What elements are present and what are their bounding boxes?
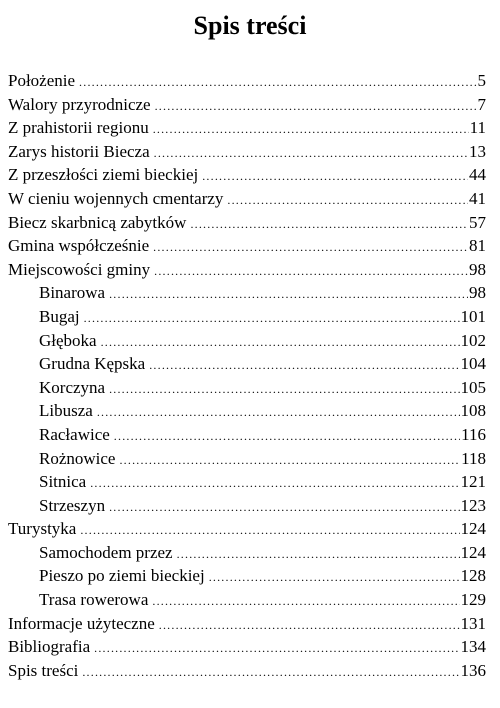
toc-entry-label: Grudna Kępska bbox=[39, 354, 146, 374]
toc-leader-dots bbox=[97, 401, 460, 423]
toc-leader-dots bbox=[152, 590, 459, 612]
toc-page-number: 81 bbox=[469, 236, 486, 256]
toc-leader-dots bbox=[155, 95, 477, 117]
toc-leader-dots bbox=[114, 425, 460, 447]
toc-page-number: 124 bbox=[460, 542, 486, 562]
toc-subentry bbox=[8, 470, 486, 494]
toc-leader-dots bbox=[159, 614, 460, 636]
toc-entry-label: Informacje użyteczne bbox=[8, 613, 155, 633]
toc-entry-label: Samochodem przez bbox=[39, 542, 173, 562]
toc-page-number: 7 bbox=[477, 94, 486, 114]
toc-leader-dots bbox=[177, 543, 460, 565]
toc-subentry bbox=[8, 305, 486, 329]
toc-leader-dots bbox=[101, 331, 460, 353]
toc-page-number: 131 bbox=[460, 613, 486, 633]
toc-leader-dots bbox=[109, 378, 459, 400]
toc-leader-dots bbox=[153, 236, 468, 258]
toc-leader-dots bbox=[202, 165, 468, 187]
toc-page-number: 98 bbox=[469, 259, 486, 279]
toc-entry bbox=[8, 234, 486, 258]
toc-page-number: 108 bbox=[460, 401, 486, 421]
toc-entry-label: Racławice bbox=[39, 424, 110, 444]
toc-subentry bbox=[8, 423, 486, 447]
toc-subentry bbox=[8, 376, 486, 400]
toc-page-number: 104 bbox=[460, 354, 486, 374]
toc-entry bbox=[8, 116, 486, 140]
toc-leader-dots bbox=[153, 118, 469, 140]
toc-entry bbox=[8, 659, 486, 683]
toc-subentry bbox=[8, 541, 486, 565]
toc-subentry bbox=[8, 329, 486, 353]
toc-leader-dots bbox=[149, 354, 459, 376]
toc-page-number: 128 bbox=[460, 566, 486, 586]
toc-entry bbox=[8, 140, 486, 164]
toc-page-number: 105 bbox=[460, 377, 486, 397]
toc-page-number: 57 bbox=[469, 212, 486, 232]
toc-leader-dots bbox=[109, 283, 468, 305]
toc-subentry bbox=[8, 588, 486, 612]
toc-leader-dots bbox=[154, 142, 468, 164]
toc-page-number: 116 bbox=[461, 424, 486, 444]
toc-leader-dots bbox=[84, 307, 460, 329]
toc-leader-dots bbox=[94, 637, 459, 659]
toc-entry-label: Korczyna bbox=[39, 377, 106, 397]
toc-entry bbox=[8, 612, 486, 636]
toc-subentry bbox=[8, 352, 486, 376]
toc-entry bbox=[8, 517, 486, 541]
toc-entry-label: Strzeszyn bbox=[39, 495, 106, 515]
toc-page-number: 134 bbox=[460, 637, 486, 657]
toc-entry-label: Sitnica bbox=[39, 472, 87, 492]
toc-leader-dots bbox=[79, 71, 476, 93]
toc-page-number: 118 bbox=[461, 448, 486, 468]
toc-entry-label: Trasa rowerowa bbox=[39, 590, 149, 610]
toc-entry-label: Biecz skarbnicą zabytków bbox=[8, 212, 187, 232]
toc-page-number: 123 bbox=[460, 495, 486, 515]
toc-page-number: 124 bbox=[460, 519, 486, 539]
toc-page-number: 44 bbox=[469, 165, 486, 185]
toc-leader-dots bbox=[80, 519, 459, 541]
toc-subentry bbox=[8, 447, 486, 471]
toc-entry bbox=[8, 635, 486, 659]
toc-leader-dots bbox=[119, 449, 460, 471]
toc-entry bbox=[8, 187, 486, 211]
toc-entry-label: Rożnowice bbox=[39, 448, 116, 468]
toc-entry-label: Miejscowości gminy bbox=[8, 259, 151, 279]
toc-page-number: 98 bbox=[469, 283, 486, 303]
toc-entry-label: Spis treści bbox=[8, 660, 79, 680]
toc-leader-dots bbox=[227, 189, 468, 211]
toc-page-number: 102 bbox=[460, 330, 486, 350]
toc-page-number: 101 bbox=[460, 306, 486, 326]
toc-subentry bbox=[8, 399, 486, 423]
toc-subentry bbox=[8, 281, 486, 305]
toc-leader-dots bbox=[82, 661, 459, 683]
toc-entry-label: Bibliografia bbox=[8, 637, 91, 657]
toc-entry-label: Walory przyrodnicze bbox=[8, 94, 151, 114]
toc-entry bbox=[8, 69, 486, 93]
toc-leader-dots bbox=[90, 472, 459, 494]
toc-entry bbox=[8, 211, 486, 235]
toc-entry bbox=[8, 163, 486, 187]
toc-page-number: 13 bbox=[469, 141, 486, 161]
toc-entry-label: Binarowa bbox=[39, 283, 106, 303]
toc-entry bbox=[8, 93, 486, 117]
page-title: Spis treści bbox=[193, 11, 307, 40]
toc-subentry bbox=[8, 494, 486, 518]
toc-entry-label: Z prahistorii regionu bbox=[8, 118, 149, 138]
toc-entry-label: Libusza bbox=[39, 401, 93, 421]
toc-entry-label: Pieszo po ziemi bieckiej bbox=[39, 566, 205, 586]
toc-leader-dots bbox=[154, 260, 468, 282]
toc-subentry bbox=[8, 564, 486, 588]
toc-page-number: 11 bbox=[469, 118, 486, 138]
toc-page-number: 5 bbox=[477, 71, 486, 90]
toc-entry-label: Bugaj bbox=[39, 306, 80, 326]
toc-leader-dots bbox=[190, 213, 468, 235]
toc-entry-label: Gmina współcześnie bbox=[8, 236, 150, 256]
toc-leader-dots bbox=[109, 496, 459, 518]
toc-entry-label: Głęboka bbox=[39, 330, 97, 350]
toc-entry-label: Z przeszłości ziemi bieckiej bbox=[8, 165, 199, 185]
toc-entry-label: Turystyka bbox=[8, 519, 77, 539]
toc-entry-label: W cieniu wojennych cmentarzy bbox=[8, 188, 224, 208]
toc-page-number: 129 bbox=[460, 590, 486, 610]
toc-entry-label: Zarys historii Biecza bbox=[8, 141, 150, 161]
toc-leader-dots bbox=[209, 566, 460, 588]
toc-page-number: 121 bbox=[460, 472, 486, 492]
toc-entry bbox=[8, 258, 486, 282]
table-of-contents bbox=[8, 69, 486, 682]
toc-page-number: 41 bbox=[469, 188, 486, 208]
toc-entry-label: Położenie bbox=[8, 71, 76, 90]
toc-page-number: 136 bbox=[460, 660, 486, 680]
